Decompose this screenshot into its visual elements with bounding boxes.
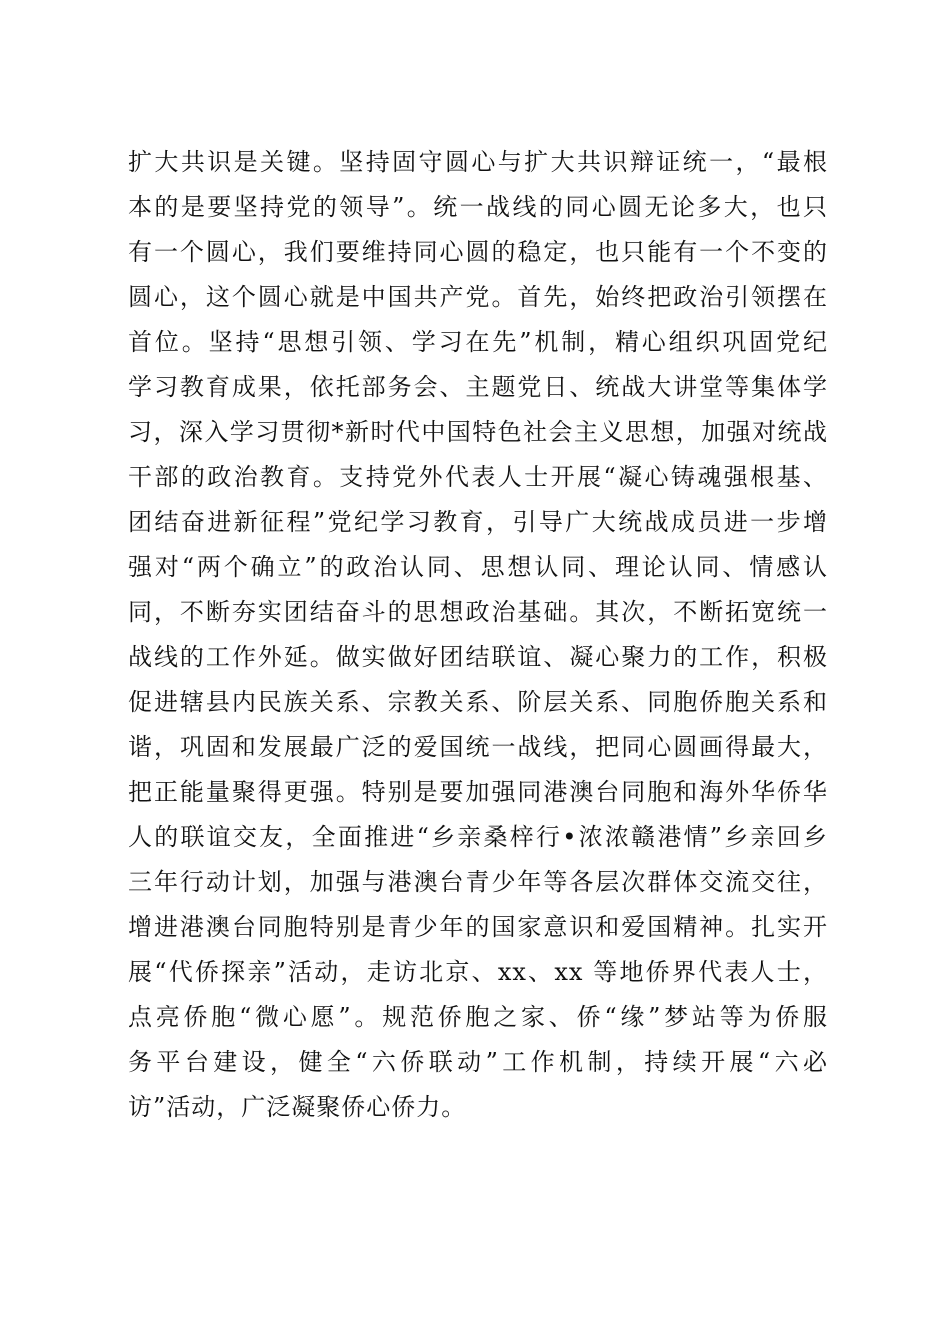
text-line-14: 谐，巩固和发展最广泛的爱国统一战线，把同心圆画得最大， xyxy=(128,733,828,761)
text-line-12: 战线的工作外延。做实做好团结联谊、凝心聚力的工作，积极 xyxy=(128,643,828,671)
text-line-11: 同，不断夯实团结奋斗的思想政治基础。其次，不断拓宽统一 xyxy=(128,598,828,626)
text-line-3: 有一个圆心，我们要维持同心圆的稳定，也只能有一个不变的 xyxy=(128,238,828,266)
text-line-5: 首位。坚持“思想引领、学习在先”机制，精心组织巩固党纪 xyxy=(128,328,828,356)
text-line-9: 团结奋进新征程”党纪学习教育，引导广大统战成员进一步增 xyxy=(128,508,828,536)
text-line-6: 学习教育成果，依托部务会、主题党日、统战大讲堂等集体学 xyxy=(128,373,828,401)
body-text xyxy=(128,140,828,1130)
text-line-1: 扩大共识是关键。坚持固守圆心与扩大共识辩证统一，“最根 xyxy=(128,148,828,176)
text-line-16: 人的联谊交友，全面推进“乡亲桑梓行•浓浓赣港情”乡亲回乡 xyxy=(128,823,828,851)
text-line-17: 三年行动计划，加强与港澳台青少年等各层次群体交流交往， xyxy=(128,868,828,896)
text-line-10: 强对“两个确立”的政治认同、思想认同、理论认同、情感认 xyxy=(128,553,828,581)
text-line-8: 干部的政治教育。支持党外代表人士开展“凝心铸魂强根基、 xyxy=(128,463,828,491)
text-line-15: 把正能量聚得更强。特别是要加强同港澳台同胞和海外华侨华 xyxy=(128,778,828,806)
text-line-20: 点亮侨胞“微心愿”。规范侨胞之家、侨“缘”梦站等为侨服 xyxy=(128,1003,828,1031)
text-line-18: 增进港澳台同胞特别是青少年的国家意识和爱国精神。扎实开 xyxy=(128,913,828,941)
text-line-21: 务平台建设，健全“六侨联动”工作机制，持续开展“六必 xyxy=(128,1048,828,1076)
text-line-19: 展“代侨探亲”活动，走访北京、xx、xx 等地侨界代表人士， xyxy=(128,958,828,986)
text-line-22: 访”活动，广泛凝聚侨心侨力。 xyxy=(128,1093,467,1121)
text-line-4: 圆心，这个圆心就是中国共产党。首先，始终把政治引领摆在 xyxy=(128,283,828,311)
text-line-2: 本的是要坚持党的领导”。统一战线的同心圆无论多大，也只 xyxy=(128,193,828,221)
text-line-13: 促进辖县内民族关系、宗教关系、阶层关系、同胞侨胞关系和 xyxy=(128,688,828,716)
text-line-7: 习，深入学习贯彻*新时代中国特色社会主义思想，加强对统战 xyxy=(128,418,828,446)
